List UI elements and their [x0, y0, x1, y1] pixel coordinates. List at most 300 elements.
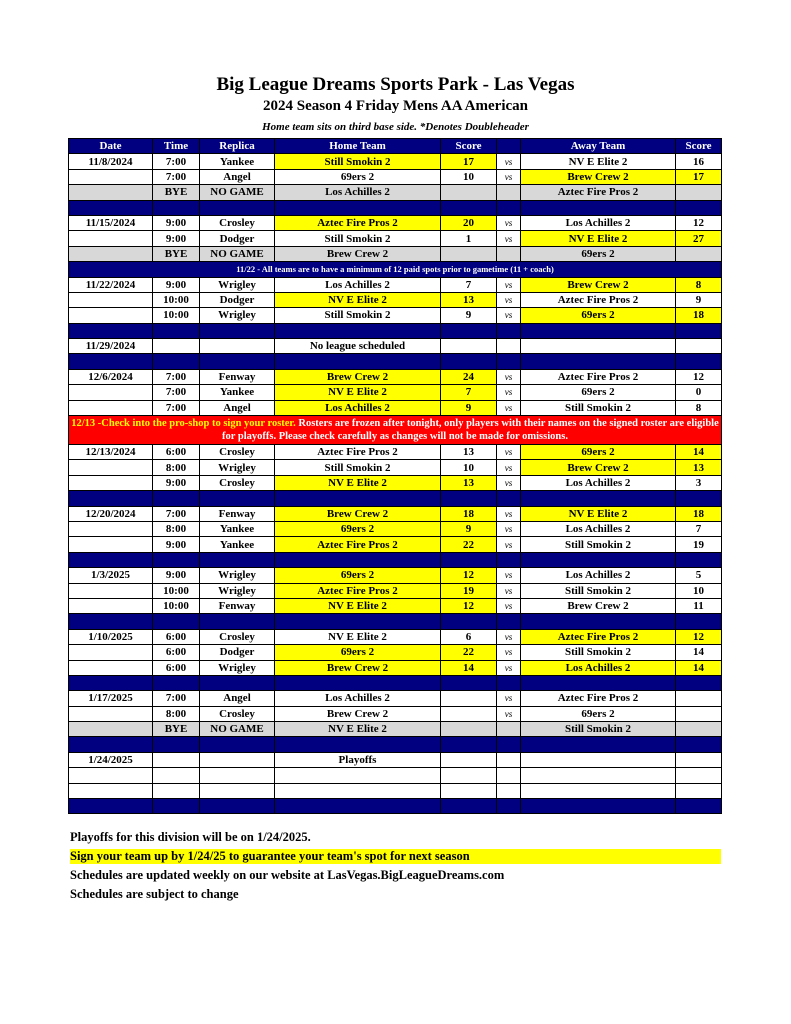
field-cell: Wrigley: [200, 583, 275, 598]
separator-cell: [441, 491, 497, 506]
home-score-cell: 13: [441, 445, 497, 460]
game-row: [69, 445, 722, 460]
separator-cell: [441, 200, 497, 215]
away-team-cell: Los Achilles 2: [521, 568, 676, 583]
separator-row: [69, 491, 722, 506]
home-score-cell: 22: [441, 537, 497, 552]
time-cell: 7:00: [153, 369, 200, 384]
game-row: [69, 231, 722, 246]
game-row: [69, 706, 722, 721]
time-cell: 9:00: [153, 277, 200, 292]
bye-row: [69, 246, 722, 261]
vs-cell: vs: [497, 521, 521, 536]
away-score-cell: [676, 783, 722, 798]
separator-cell: [69, 354, 153, 369]
separator-cell: [521, 799, 676, 814]
date-cell: [69, 645, 153, 660]
away-score-cell: 8: [676, 277, 722, 292]
home-score-cell: 9: [441, 308, 497, 323]
notice-text: 11/22 - All teams are to have a minimum of 12 paid spots prior to gametime (11 + coach): [69, 262, 722, 277]
separator-cell: [153, 354, 200, 369]
field-cell: Yankee: [200, 385, 275, 400]
home-score-cell: 20: [441, 215, 497, 230]
field-cell: Angel: [200, 400, 275, 415]
vs-cell: vs: [497, 215, 521, 230]
away-score-cell: [676, 768, 722, 783]
separator-row: [69, 552, 722, 567]
away-team-cell: 69ers 2: [521, 385, 676, 400]
game-row: [69, 506, 722, 521]
away-score-cell: 14: [676, 645, 722, 660]
away-score-cell: 14: [676, 445, 722, 460]
away-score-cell: 5: [676, 568, 722, 583]
date-cell: 11/8/2024: [69, 154, 153, 169]
separator-cell: [275, 675, 441, 690]
home-score-cell: [441, 722, 497, 737]
away-score-cell: [676, 246, 722, 261]
home-team-cell: NV E Elite 2: [275, 385, 441, 400]
separator-cell: [200, 614, 275, 629]
game-row: [69, 215, 722, 230]
separator-cell: [69, 614, 153, 629]
vs-cell: vs: [497, 292, 521, 307]
away-team-cell: Still Smokin 2: [521, 583, 676, 598]
field-cell: Angel: [200, 169, 275, 184]
away-team-cell: Still Smokin 2: [521, 722, 676, 737]
col-header-date: Date: [69, 139, 153, 154]
empty-cell: [441, 339, 497, 354]
date-cell: [69, 722, 153, 737]
separator-row: [69, 354, 722, 369]
separator-cell: [676, 799, 722, 814]
away-team-cell: Aztec Fire Pros 2: [521, 369, 676, 384]
game-row: [69, 629, 722, 644]
home-team-cell: Los Achilles 2: [275, 277, 441, 292]
separator-cell: [200, 552, 275, 567]
vs-cell: vs: [497, 691, 521, 706]
game-row: [69, 521, 722, 536]
home-score-cell: 6: [441, 629, 497, 644]
time-cell: 6:00: [153, 445, 200, 460]
vs-cell: vs: [497, 537, 521, 552]
separator-cell: [676, 200, 722, 215]
separator-cell: [69, 799, 153, 814]
home-team-cell: Aztec Fire Pros 2: [275, 445, 441, 460]
field-cell: Crosley: [200, 629, 275, 644]
game-row: [69, 691, 722, 706]
empty-cell: [497, 339, 521, 354]
away-score-cell: 11: [676, 598, 722, 613]
field-cell: NO GAME: [200, 246, 275, 261]
away-score-cell: 13: [676, 460, 722, 475]
home-team-cell: [275, 783, 441, 798]
away-score-cell: 16: [676, 154, 722, 169]
away-team-cell: Still Smokin 2: [521, 537, 676, 552]
game-row: [69, 475, 722, 490]
date-cell: [69, 292, 153, 307]
home-team-cell: Brew Crew 2: [275, 660, 441, 675]
home-team-cell: NV E Elite 2: [275, 292, 441, 307]
field-cell: [200, 339, 275, 354]
separator-cell: [275, 799, 441, 814]
home-team-cell: NV E Elite 2: [275, 475, 441, 490]
date-cell: [69, 185, 153, 200]
time-cell: 7:00: [153, 506, 200, 521]
separator-cell: [153, 737, 200, 752]
date-cell: 12/13/2024: [69, 445, 153, 460]
game-row: [69, 400, 722, 415]
header-row: [69, 139, 722, 154]
separator-cell: [69, 323, 153, 338]
away-team-cell: 69ers 2: [521, 308, 676, 323]
col-header-home-score: Score: [441, 139, 497, 154]
game-row: [69, 292, 722, 307]
away-team-cell: 69ers 2: [521, 445, 676, 460]
separator-cell: [497, 552, 521, 567]
date-cell: 1/17/2025: [69, 691, 153, 706]
separator-cell: [441, 799, 497, 814]
separator-cell: [497, 675, 521, 690]
away-score-cell: 14: [676, 660, 722, 675]
date-cell: [69, 385, 153, 400]
home-score-cell: 12: [441, 568, 497, 583]
home-score-cell: 13: [441, 292, 497, 307]
time-cell: 10:00: [153, 583, 200, 598]
game-row: [69, 537, 722, 552]
footer-signup-note: Sign your team up by 1/24/25 to guarantee your team's spot for next season: [70, 849, 721, 864]
away-team-cell: NV E Elite 2: [521, 506, 676, 521]
roster-alert-body: Rosters are frozen after tonight, only players with their names on the signed roster are eligible for playoffs. Please check carefully as changes will not be made for omissions.: [222, 418, 719, 443]
game-row: [69, 385, 722, 400]
col-header-away-score: Score: [676, 139, 722, 154]
time-cell: 7:00: [153, 154, 200, 169]
home-team-cell: Brew Crew 2: [275, 506, 441, 521]
time-cell: [153, 752, 200, 767]
separator-cell: [275, 354, 441, 369]
field-cell: [200, 752, 275, 767]
home-team-cell: 69ers 2: [275, 645, 441, 660]
roster-alert-lead: 12/13 -Check into the pro-shop to sign your roster.: [71, 418, 296, 430]
date-cell: [69, 768, 153, 783]
footer-playoffs-note: Playoffs for this division will be on 1/24/2025.: [70, 830, 311, 844]
away-score-cell: [676, 752, 722, 767]
time-cell: 6:00: [153, 660, 200, 675]
separator-cell: [69, 491, 153, 506]
vs-cell: vs: [497, 231, 521, 246]
vs-cell: [497, 246, 521, 261]
game-row: [69, 583, 722, 598]
separator-cell: [153, 200, 200, 215]
separator-cell: [676, 491, 722, 506]
home-team-cell: Los Achilles 2: [275, 400, 441, 415]
field-cell: Yankee: [200, 154, 275, 169]
separator-cell: [200, 737, 275, 752]
home-team-cell: 69ers 2: [275, 169, 441, 184]
field-cell: Crosley: [200, 706, 275, 721]
separator-row: [69, 200, 722, 215]
vs-cell: vs: [497, 277, 521, 292]
home-team-cell: Aztec Fire Pros 2: [275, 583, 441, 598]
field-cell: Yankee: [200, 537, 275, 552]
separator-cell: [441, 737, 497, 752]
no-league-note: No league scheduled: [275, 339, 441, 354]
home-score-cell: 22: [441, 645, 497, 660]
col-header-home-team: Home Team: [275, 139, 441, 154]
separator-row: [69, 614, 722, 629]
vs-cell: vs: [497, 598, 521, 613]
home-team-cell: NV E Elite 2: [275, 598, 441, 613]
separator-cell: [676, 614, 722, 629]
home-team-cell: Still Smokin 2: [275, 154, 441, 169]
field-cell: NO GAME: [200, 722, 275, 737]
field-cell: Dodger: [200, 292, 275, 307]
home-team-cell: Still Smokin 2: [275, 308, 441, 323]
vs-cell: vs: [497, 475, 521, 490]
notice-row: [69, 262, 722, 277]
home-team-cell: Still Smokin 2: [275, 460, 441, 475]
home-score-cell: [441, 185, 497, 200]
home-score-cell: 17: [441, 154, 497, 169]
home-score-cell: [441, 752, 497, 767]
home-team-cell: Brew Crew 2: [275, 706, 441, 721]
home-score-cell: 10: [441, 169, 497, 184]
game-row: [69, 568, 722, 583]
home-team-cell: Brew Crew 2: [275, 369, 441, 384]
game-row: [69, 768, 722, 783]
time-cell: 8:00: [153, 521, 200, 536]
away-team-cell: Brew Crew 2: [521, 460, 676, 475]
game-row: [69, 752, 722, 767]
separator-cell: [676, 675, 722, 690]
date-cell: [69, 460, 153, 475]
home-team-cell: Los Achilles 2: [275, 691, 441, 706]
separator-cell: [521, 552, 676, 567]
schedule-note: Home team sits on third base side. *Denotes Doubleheader: [262, 121, 529, 133]
home-team-cell: Playoffs: [275, 752, 441, 767]
separator-cell: [676, 737, 722, 752]
date-cell: [69, 706, 153, 721]
away-score-cell: 9: [676, 292, 722, 307]
away-team-cell: Brew Crew 2: [521, 169, 676, 184]
field-cell: Angel: [200, 691, 275, 706]
away-team-cell: Aztec Fire Pros 2: [521, 185, 676, 200]
field-cell: Dodger: [200, 645, 275, 660]
date-cell: [69, 246, 153, 261]
vs-cell: vs: [497, 568, 521, 583]
separator-cell: [521, 323, 676, 338]
away-team-cell: Still Smokin 2: [521, 400, 676, 415]
date-cell: 11/15/2024: [69, 215, 153, 230]
vs-cell: [497, 722, 521, 737]
time-cell: 7:00: [153, 400, 200, 415]
empty-cell: [521, 339, 676, 354]
home-score-cell: 9: [441, 400, 497, 415]
date-cell: 12/6/2024: [69, 369, 153, 384]
away-team-cell: [521, 752, 676, 767]
home-score-cell: [441, 783, 497, 798]
separator-cell: [521, 675, 676, 690]
away-score-cell: 18: [676, 506, 722, 521]
date-cell: [69, 169, 153, 184]
game-row: [69, 645, 722, 660]
separator-cell: [153, 552, 200, 567]
date-cell: [69, 400, 153, 415]
away-score-cell: 7: [676, 521, 722, 536]
time-cell: BYE: [153, 722, 200, 737]
date-cell: [69, 475, 153, 490]
time-cell: 9:00: [153, 215, 200, 230]
vs-cell: vs: [497, 385, 521, 400]
away-team-cell: Los Achilles 2: [521, 660, 676, 675]
home-score-cell: [441, 246, 497, 261]
date-cell: [69, 583, 153, 598]
time-cell: [153, 339, 200, 354]
vs-cell: vs: [497, 629, 521, 644]
field-cell: NO GAME: [200, 185, 275, 200]
separator-cell: [200, 323, 275, 338]
page-subtitle: 2024 Season 4 Friday Mens AA American: [263, 98, 528, 114]
date-cell: [69, 598, 153, 613]
vs-cell: vs: [497, 460, 521, 475]
away-score-cell: 12: [676, 215, 722, 230]
separator-cell: [441, 354, 497, 369]
separator-cell: [153, 491, 200, 506]
away-team-cell: 69ers 2: [521, 706, 676, 721]
game-row: [69, 369, 722, 384]
separator-cell: [200, 354, 275, 369]
roster-alert-row: [69, 416, 722, 445]
separator-row: [69, 323, 722, 338]
col-header-time: Time: [153, 139, 200, 154]
separator-cell: [497, 799, 521, 814]
empty-cell: [676, 339, 722, 354]
away-score-cell: 0: [676, 385, 722, 400]
time-cell: 6:00: [153, 629, 200, 644]
game-row: [69, 783, 722, 798]
away-team-cell: NV E Elite 2: [521, 154, 676, 169]
separator-cell: [200, 799, 275, 814]
away-team-cell: [521, 783, 676, 798]
date-cell: [69, 537, 153, 552]
separator-cell: [521, 200, 676, 215]
home-score-cell: 1: [441, 231, 497, 246]
separator-cell: [69, 200, 153, 215]
separator-cell: [200, 675, 275, 690]
time-cell: 10:00: [153, 308, 200, 323]
field-cell: Dodger: [200, 231, 275, 246]
home-score-cell: 10: [441, 460, 497, 475]
game-row: [69, 460, 722, 475]
bye-row: [69, 185, 722, 200]
away-score-cell: 18: [676, 308, 722, 323]
home-team-cell: 69ers 2: [275, 521, 441, 536]
away-score-cell: 8: [676, 400, 722, 415]
home-team-cell: Los Achilles 2: [275, 185, 441, 200]
time-cell: 8:00: [153, 460, 200, 475]
page-title: Big League Dreams Sports Park - Las Vegas: [216, 74, 575, 95]
field-cell: Crosley: [200, 475, 275, 490]
away-score-cell: 27: [676, 231, 722, 246]
separator-cell: [275, 552, 441, 567]
separator-row: [69, 737, 722, 752]
separator-cell: [153, 614, 200, 629]
home-team-cell: Brew Crew 2: [275, 246, 441, 261]
separator-cell: [521, 491, 676, 506]
home-score-cell: [441, 768, 497, 783]
no-league-row: [69, 339, 722, 354]
vs-cell: vs: [497, 583, 521, 598]
time-cell: 7:00: [153, 169, 200, 184]
vs-cell: vs: [497, 400, 521, 415]
away-score-cell: 19: [676, 537, 722, 552]
separator-cell: [200, 491, 275, 506]
vs-cell: vs: [497, 445, 521, 460]
time-cell: BYE: [153, 185, 200, 200]
schedule-table: [68, 138, 722, 814]
date-cell: 1/24/2025: [69, 752, 153, 767]
separator-row: [69, 799, 722, 814]
away-score-cell: [676, 691, 722, 706]
away-team-cell: Aztec Fire Pros 2: [521, 292, 676, 307]
time-cell: 6:00: [153, 645, 200, 660]
date-cell: 12/20/2024: [69, 506, 153, 521]
separator-cell: [441, 552, 497, 567]
game-row: [69, 308, 722, 323]
time-cell: 10:00: [153, 292, 200, 307]
home-team-cell: Still Smokin 2: [275, 231, 441, 246]
separator-cell: [153, 675, 200, 690]
field-cell: Yankee: [200, 521, 275, 536]
date-cell: 11/22/2024: [69, 277, 153, 292]
vs-cell: vs: [497, 660, 521, 675]
home-score-cell: 13: [441, 475, 497, 490]
away-team-cell: [521, 768, 676, 783]
field-cell: Wrigley: [200, 308, 275, 323]
separator-cell: [497, 491, 521, 506]
col-header-away-team: Away Team: [521, 139, 676, 154]
vs-cell: [497, 768, 521, 783]
field-cell: Crosley: [200, 445, 275, 460]
separator-cell: [69, 675, 153, 690]
vs-cell: vs: [497, 706, 521, 721]
time-cell: 8:00: [153, 706, 200, 721]
time-cell: 9:00: [153, 231, 200, 246]
away-score-cell: [676, 185, 722, 200]
col-header-replica: Replica: [200, 139, 275, 154]
time-cell: 9:00: [153, 537, 200, 552]
vs-cell: vs: [497, 169, 521, 184]
game-row: [69, 154, 722, 169]
away-score-cell: 12: [676, 369, 722, 384]
away-team-cell: Los Achilles 2: [521, 475, 676, 490]
field-cell: [200, 768, 275, 783]
away-team-cell: Los Achilles 2: [521, 215, 676, 230]
date-cell: [69, 783, 153, 798]
field-cell: Wrigley: [200, 568, 275, 583]
home-team-cell: 69ers 2: [275, 568, 441, 583]
home-team-cell: Aztec Fire Pros 2: [275, 537, 441, 552]
separator-cell: [275, 737, 441, 752]
game-row: [69, 277, 722, 292]
time-cell: 10:00: [153, 598, 200, 613]
field-cell: Fenway: [200, 369, 275, 384]
time-cell: 7:00: [153, 691, 200, 706]
date-cell: [69, 521, 153, 536]
away-team-cell: Brew Crew 2: [521, 277, 676, 292]
footer-change-note: Schedules are subject to change: [70, 887, 239, 901]
vs-cell: vs: [497, 154, 521, 169]
separator-cell: [676, 323, 722, 338]
